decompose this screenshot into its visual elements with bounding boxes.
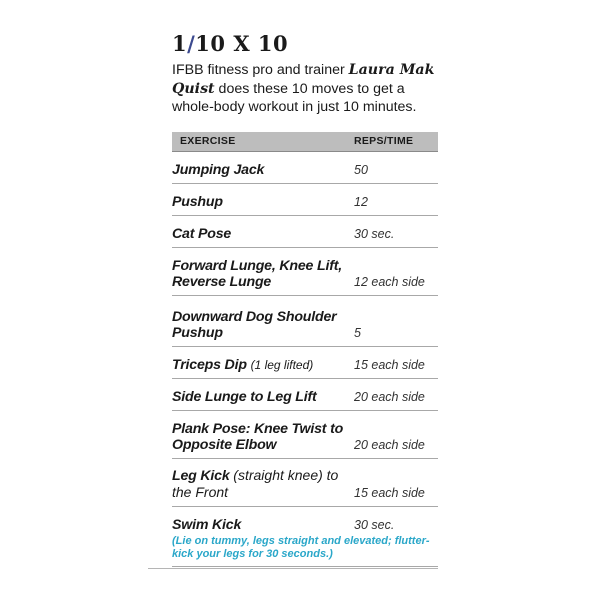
swim-kick-note: (Lie on tummy, legs straight and elevated; flutter-kick your legs for 30 seconds.): [172, 535, 438, 567]
reps-time: 12 each side: [354, 274, 425, 289]
table-row: [172, 248, 438, 296]
intro-text: [172, 61, 436, 117]
divider: [148, 568, 438, 569]
workout-card: [172, 30, 438, 567]
intro-after: does these 10 moves to get a whole-body workout in just 10 minutes.: [172, 80, 417, 115]
table-row: [172, 296, 438, 347]
reps-time: 20 each side: [354, 437, 425, 452]
reps-time: 30 sec.: [354, 226, 395, 241]
title-text: 10 X 10: [195, 31, 289, 56]
reps-time: 20 each side: [354, 389, 425, 404]
title-slash: /: [187, 31, 196, 56]
exercise-name: Pushup: [172, 193, 223, 210]
table-row: [172, 152, 438, 184]
exercise-note: (straight knee) to the Front: [172, 466, 339, 500]
exercise-name: Leg Kick: [172, 467, 230, 484]
exercise-name: Side Lunge to Leg Lift: [172, 388, 317, 405]
table-row: [172, 347, 438, 379]
table-row: [172, 507, 438, 535]
exercise-note: (1 leg lifted): [250, 357, 314, 372]
exercise-name: Cat Pose: [172, 225, 232, 242]
reps-time: 5: [354, 325, 361, 340]
exercise-cell: [172, 467, 354, 501]
reps-time: 30 sec.: [354, 517, 395, 532]
exercise-name: Plank Pose: Knee Twist to Opposite Elbow: [172, 420, 344, 453]
reps-time: 15 each side: [354, 357, 425, 372]
column-header-exercise: EXERCISE: [180, 135, 236, 147]
reps-time: 50: [354, 162, 368, 177]
title-number: 1: [172, 31, 188, 56]
reps-time: 12: [354, 194, 368, 209]
exercise-name: Triceps Dip: [172, 356, 247, 373]
column-header-reps: REPS/TIME: [354, 135, 414, 147]
reps-time: 15 each side: [354, 485, 425, 500]
trainer-name: Laura Mak Quist: [172, 62, 435, 97]
table-header: [172, 132, 438, 152]
exercise-name: Downward Dog Shoulder Pushup: [172, 308, 337, 341]
exercise-cell: [172, 357, 354, 373]
exercise-name: Forward Lunge, Knee Lift, Reverse Lunge: [172, 257, 342, 290]
intro-before: IFBB fitness pro and trainer: [172, 62, 349, 78]
table-row: [172, 459, 438, 507]
page-title: [172, 30, 438, 58]
table-row: [172, 411, 438, 459]
table-row: [172, 216, 438, 248]
exercise-name: Swim Kick: [172, 516, 242, 533]
table-row: [172, 379, 438, 411]
exercise-name: Jumping Jack: [172, 161, 265, 178]
table-row: [172, 184, 438, 216]
